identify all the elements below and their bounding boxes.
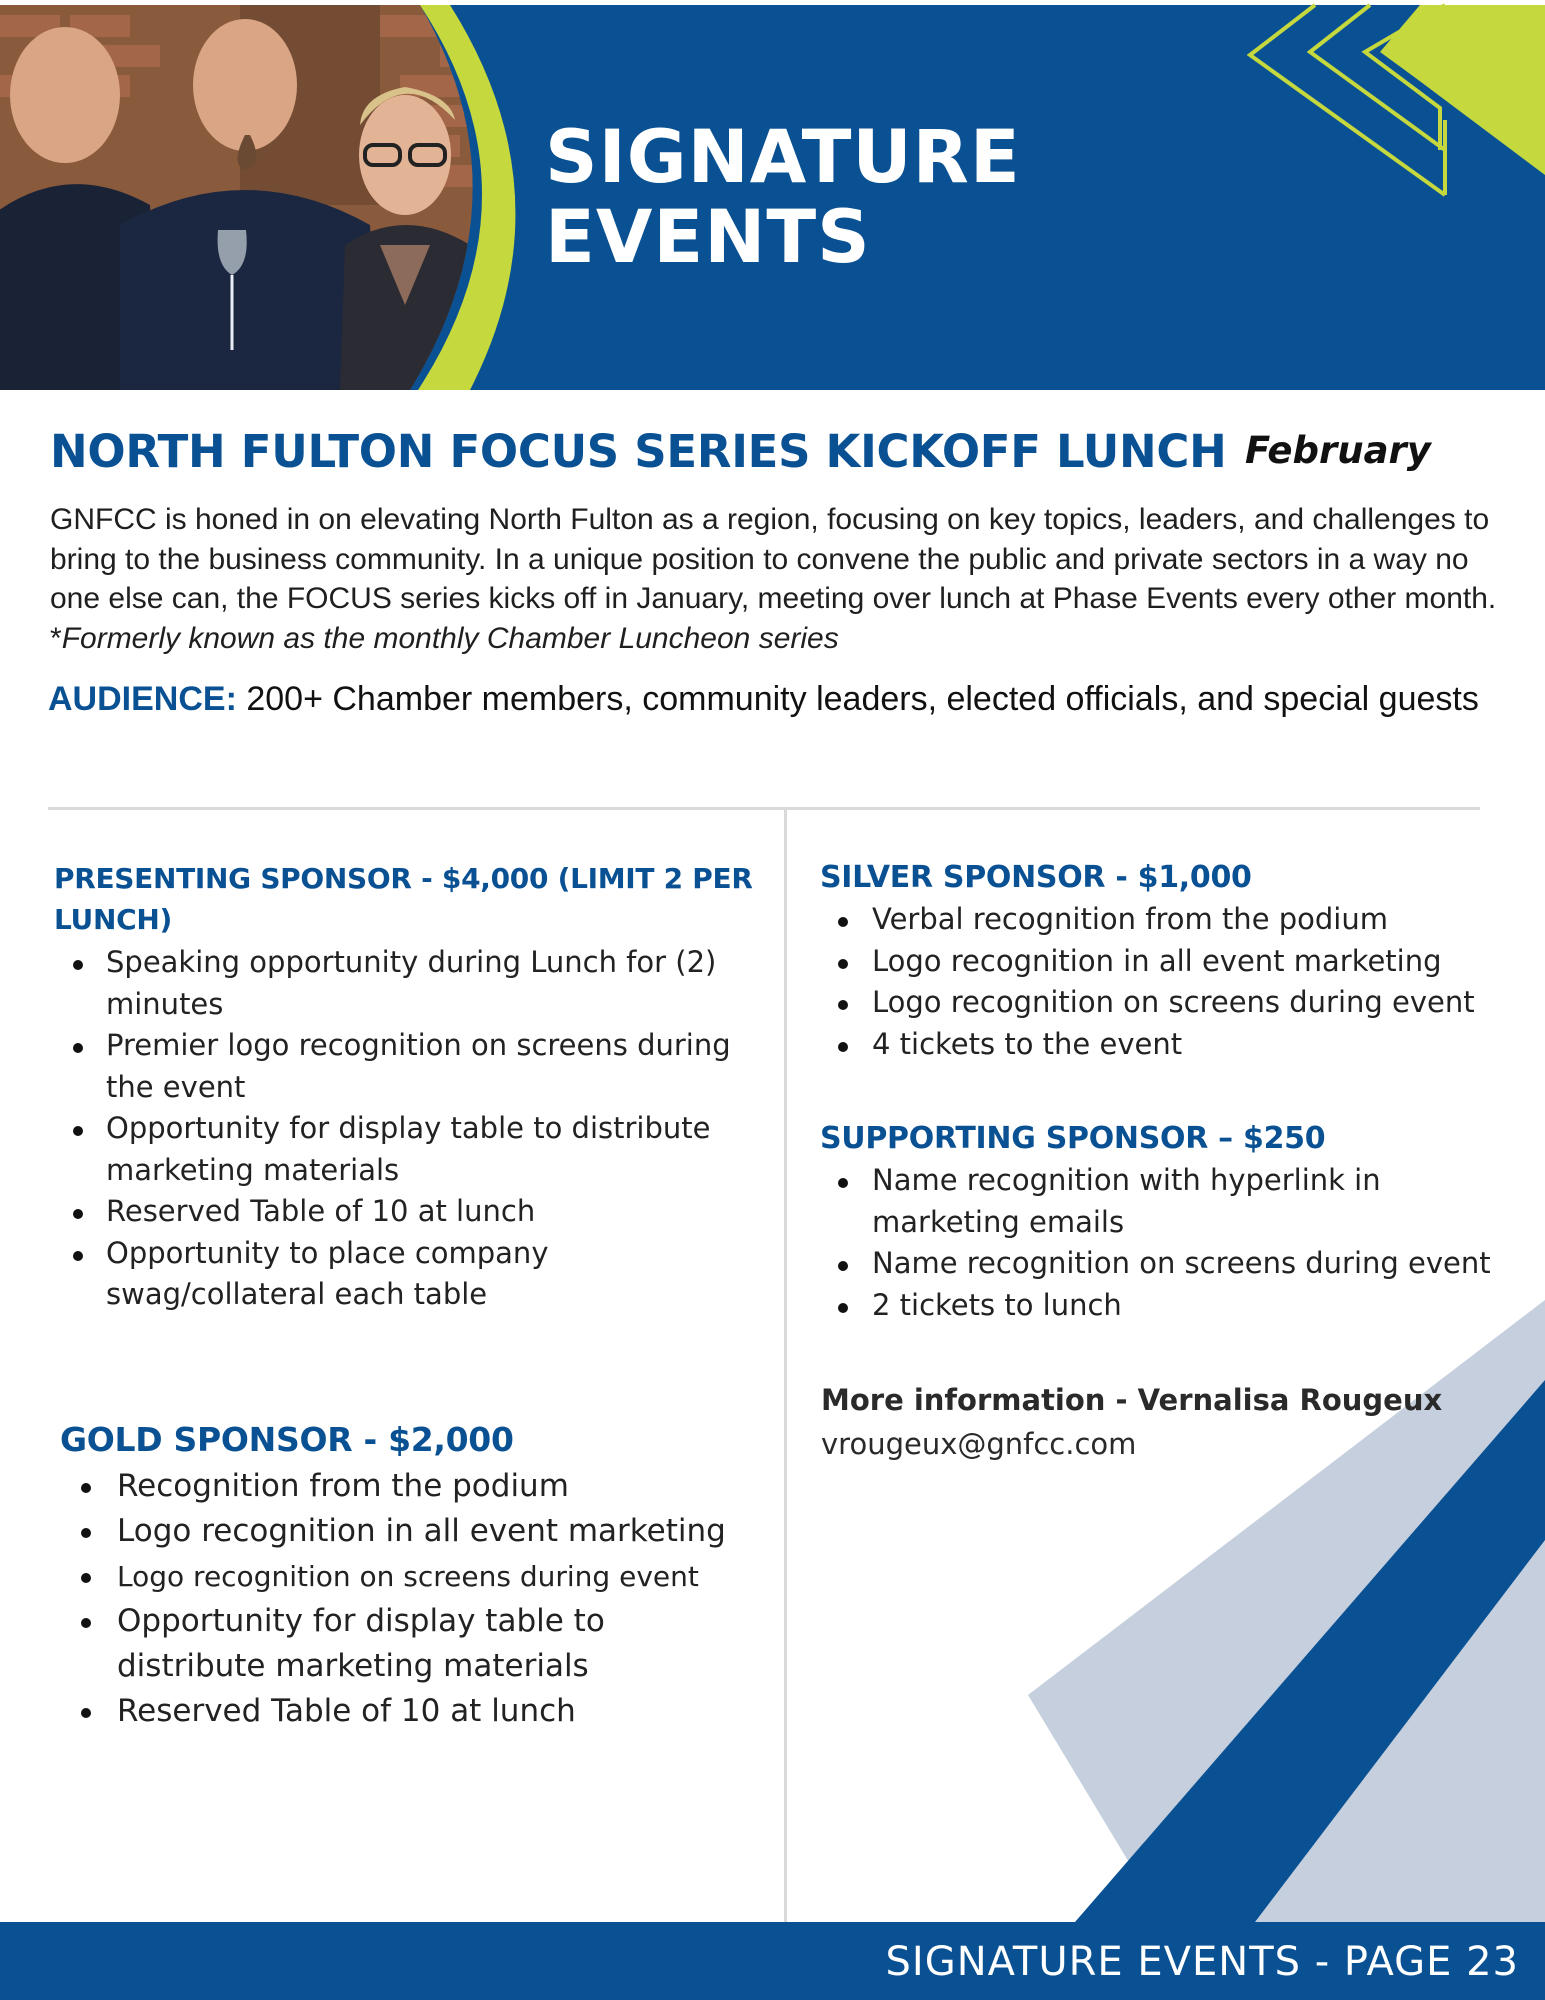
list-item-text: Recognition from the podium — [117, 1468, 569, 1504]
header-title-line1: SIGNATURE — [545, 115, 1021, 200]
intro-text: GNFCC is honed in on elevating North Fulton as a region, focusing on key topics, leaders, and challenges to bring to the business community. In a unique position to convene the public and private sectors in a way no one else can, the FOCUS series kicks off in January, meeting over lunch at Phase Events every other month. * — [50, 503, 1497, 655]
list-item-text: Speaking opportunity during Lunch for (2) minutes — [106, 945, 717, 1021]
contact-label: More information - Vernalisa Rougeux — [821, 1383, 1443, 1417]
list-item-text: Logo recognition in all event marketing — [117, 1513, 726, 1549]
silver-sponsor-heading: SILVER SPONSOR - $1,000 — [820, 860, 1252, 895]
list-item — [60, 1554, 760, 1599]
presenting-sponsor-heading: PRESENTING SPONSOR - $4,000 (LIMIT 2 PER LUNCH) — [54, 862, 753, 936]
list-item-text: Name recognition with hyperlink in marketing emails — [872, 1163, 1381, 1239]
list-item-text: Logo recognition on screens during event — [872, 985, 1475, 1019]
bullet-icon — [73, 1043, 83, 1053]
bullet-icon — [73, 960, 83, 970]
event-month: February — [1245, 429, 1431, 472]
event-attendees-photo — [0, 5, 520, 390]
list-item-text: Opportunity for display table to distribute marketing materials — [117, 1603, 605, 1684]
list-item-text: Logo recognition in all event marketing — [872, 943, 1442, 978]
list-item-text: Opportunity to place company swag/collateral each table — [106, 1235, 549, 1311]
bullet-icon — [73, 1126, 83, 1136]
bullet-icon — [838, 1303, 848, 1313]
intro-italic-note: Formerly known as the monthly Chamber Luncheon series — [61, 621, 839, 655]
gold-sponsor-heading: GOLD SPONSOR - $2,000 — [60, 1420, 514, 1459]
list-item-text: Logo recognition on screens during event — [117, 1560, 699, 1593]
gold-sponsor — [60, 1418, 760, 1734]
silver-sponsor-benefits — [820, 899, 1520, 1065]
list-item — [54, 1108, 754, 1191]
list-item-text: Reserved Table of 10 at lunch — [117, 1693, 576, 1729]
list-item — [820, 1243, 1520, 1285]
bullet-icon — [73, 1209, 83, 1219]
bullet-icon — [838, 1000, 848, 1010]
header-banner — [0, 0, 1545, 390]
contact-email[interactable]: vrougeux@gnfcc.com — [821, 1427, 1137, 1461]
bullet-icon — [838, 1178, 848, 1188]
list-item-text: Verbal recognition from the podium — [872, 902, 1388, 936]
event-title-row — [50, 425, 1520, 485]
bullet-icon — [838, 959, 848, 969]
supporting-sponsor-heading: SUPPORTING SPONSOR – $250 — [820, 1121, 1326, 1156]
bullet-icon — [73, 1251, 83, 1261]
list-item — [54, 1233, 754, 1316]
list-item-text: Reserved Table of 10 at lunch — [106, 1194, 536, 1228]
audience-line — [48, 677, 1518, 721]
list-item — [54, 1191, 754, 1233]
presenting-sponsor — [54, 858, 754, 1316]
bullet-icon — [838, 917, 848, 927]
list-item — [820, 1160, 1520, 1243]
audience-label: AUDIENCE: — [48, 680, 237, 718]
list-item — [820, 1285, 1520, 1327]
bullet-icon — [81, 1573, 91, 1583]
bullet-icon — [81, 1483, 91, 1493]
list-item-text: Opportunity for display table to distribute marketing materials — [106, 1111, 711, 1187]
footer-page-label: SIGNATURE EVENTS - PAGE 23 — [885, 1939, 1519, 1985]
section-divider — [48, 807, 1480, 810]
list-item-text: Premier logo recognition on screens during the event — [106, 1028, 731, 1104]
list-item-text: 2 tickets to lunch — [872, 1287, 1122, 1322]
silver-sponsor — [820, 857, 1520, 1065]
supporting-sponsor — [820, 1118, 1520, 1326]
bullet-icon — [838, 1042, 848, 1052]
bullet-icon — [81, 1618, 91, 1628]
list-item — [54, 942, 754, 1025]
footer-bar — [0, 1922, 1545, 2000]
header-title-line2: EVENTS — [545, 195, 871, 280]
event-title: NORTH FULTON FOCUS SERIES KICKOFF LUNCH — [50, 425, 1227, 478]
list-item — [60, 1464, 760, 1509]
bullet-icon — [838, 1261, 848, 1271]
list-item-text: 4 tickets to the event — [872, 1026, 1183, 1061]
list-item — [60, 1689, 760, 1734]
event-intro — [50, 500, 1520, 658]
list-item — [60, 1599, 760, 1689]
supporting-sponsor-benefits — [820, 1160, 1520, 1326]
bullet-icon — [81, 1708, 91, 1718]
contact-info — [821, 1378, 1501, 1466]
list-item — [820, 899, 1520, 941]
list-item — [820, 982, 1520, 1024]
list-item — [60, 1509, 760, 1554]
audience-text: 200+ Chamber members, community leaders, elected officials, and special guests — [236, 680, 1479, 718]
list-item — [54, 1025, 754, 1108]
list-item — [820, 1024, 1520, 1066]
list-item-text: Name recognition on screens during event — [872, 1246, 1491, 1280]
presenting-sponsor-benefits — [54, 942, 754, 1316]
bullet-icon — [81, 1528, 91, 1538]
list-item — [820, 941, 1520, 983]
gold-sponsor-benefits — [60, 1464, 760, 1734]
header-title — [545, 115, 1021, 280]
